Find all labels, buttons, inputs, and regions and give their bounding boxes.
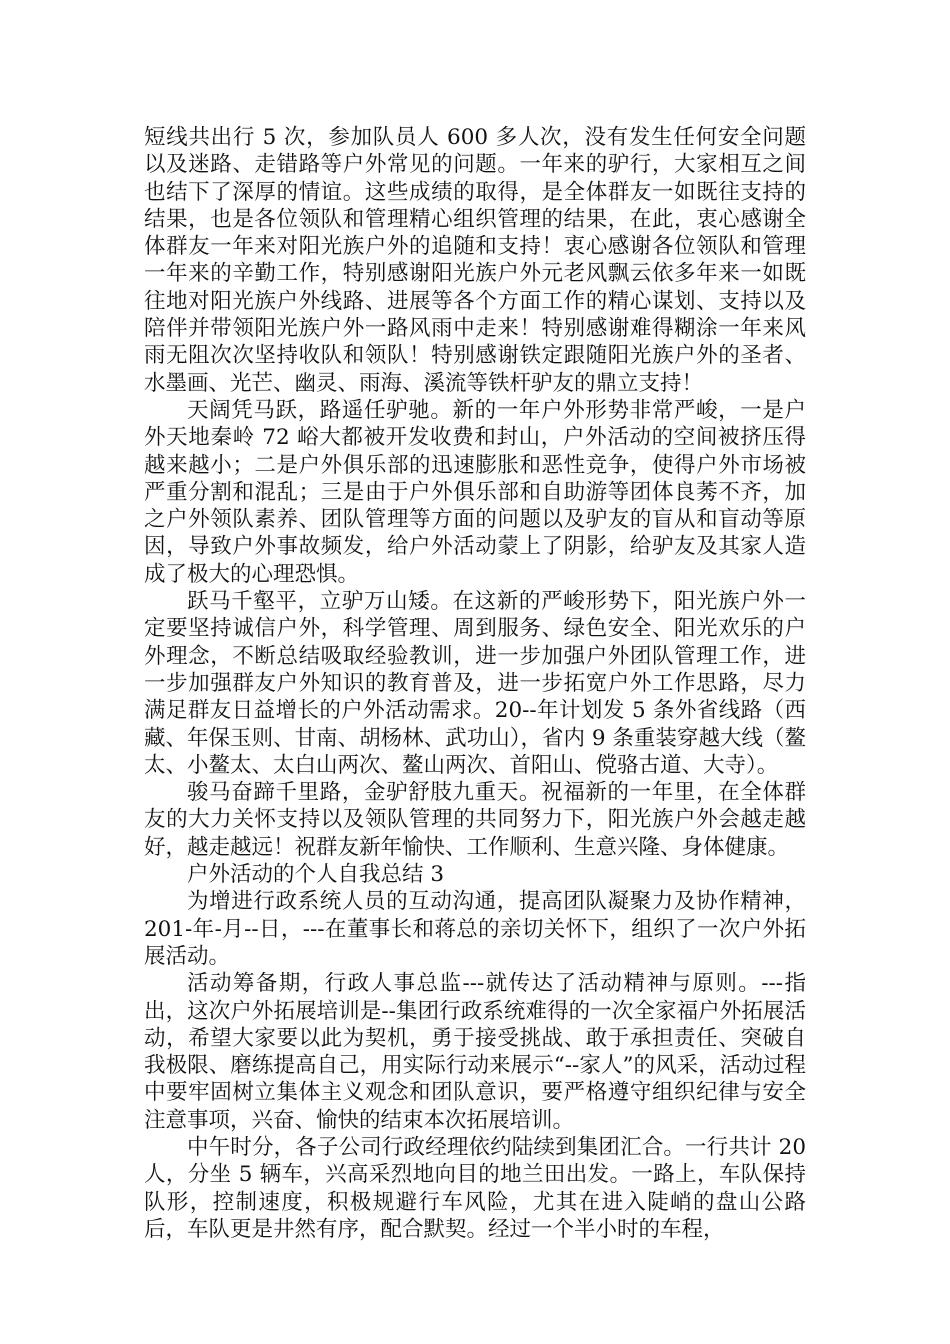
paragraph-7: 中午时分，各子公司行政经理依约陆续到集团汇合。一行共计 20 人，分坐 5 辆车，兴高采烈地向目的地兰田出发。一路上，车队保持队形，控制速度，积极规避行车风险，尤其在进入陡峭的盘山公路后，车队更是井然有序，配合默契。经过一个半小时的车程， xyxy=(144,1134,806,1242)
document-page xyxy=(144,124,806,1243)
paragraph-4: 骏马奋蹄千里路，金驴舒肢九重天。祝福新的一年里，在全体群友的大力关怀支持以及领队管理的共同努力下，阳光族户外会越走越好，越走越远！祝群友新年愉快、工作顺利、生意兴隆、身体健康。 xyxy=(144,780,806,860)
paragraph-1: 短线共出行 5 次，参加队员人 600 多人次，没有发生任何安全问题以及迷路、走错路等户外常见的问题。一年来的驴行，大家相互之间也结下了深厚的情谊。这些成绩的取得，是全体群友一如既往支持的结果，也是各位领队和管理精心组织管理的结果，在此，衷心感谢全体群友一年来对阳光族户外的追随和支持！衷心感谢各位领队和管理一年来的辛勤工作，特别感谢阳光族户外元老风飘云依多年来一如既往地对阳光族户外线路、进展等各个方面工作的精心谋划、支持以及陪伴并带领阳光族户外一路风雨中走来！特别感谢难得糊涂一年来风雨无阻次次坚持收队和领队！特别感谢铁定跟随阳光族户外的圣者、水墨画、光芒、幽灵、雨海、溪流等铁杆驴友的鼎立支持！ xyxy=(144,125,806,396)
paragraph-5: 为增进行政系统人员的互动沟通，提高团队凝聚力及协作精神，201-年-月--日，---在董事长和蒋总的亲切关怀下，组织了一次户外拓展活动。 xyxy=(144,889,806,969)
paragraph-3: 跃马千壑平，立驴万山矮。在这新的严峻形势下，阳光族户外一定要坚持诚信户外，科学管理、周到服务、绿色安全、阳光欢乐的户外理念，不断总结吸取经验教训，进一步加强户外团队管理工作，进一步加强群友户外知识的教育普及，进一步拓宽户外工作思路，尽力满足群友日益增长的户外活动需求。20--年计划发 5 条外省线路（西藏、年保玉则、甘南、胡杨林、武功山），省内 9 条重装穿越大线（鳌太、小鳌太、太白山两次、鳌山两次、首阳山、傥骆古道、大寺）。 xyxy=(144,589,806,778)
paragraph-2: 天阔凭马跃，路遥任驴驰。新的一年户外形势非常严峻，一是户外天地秦岭 72 峪大都被开发收费和封山，户外活动的空间被挤压得越来越小；二是户外俱乐部的迅速膨胀和恶性竞争，使得户外市场被严重分割和混乱；三是由于户外俱乐部和自助游等团体良莠不齐，加之户外领队素养、团队管理等方面的问题以及驴友的盲从和盲动等原因，导致户外事故频发，给户外活动蒙上了阴影，给驴友及其家人造成了极大的心理恐惧。 xyxy=(144,397,806,587)
paragraph-6: 活动筹备期，行政人事总监---就传达了活动精神与原则。---指出，这次户外拓展培训是--集团行政系统难得的一次全家福户外拓展活动，希望大家要以此为契机，勇于接受挑战、敢于承担责任、突破自我极限、磨练提高自己，用实际行动来展示“--家人”的风采，活动过程中要牢固树立集体主义观念和团队意识，要严格遵守组织纪律与安全注意事项，兴奋、愉快的结束本次拓展培训。 xyxy=(144,971,806,1133)
section-title: 户外活动的个人自我总结 3 xyxy=(187,862,445,888)
